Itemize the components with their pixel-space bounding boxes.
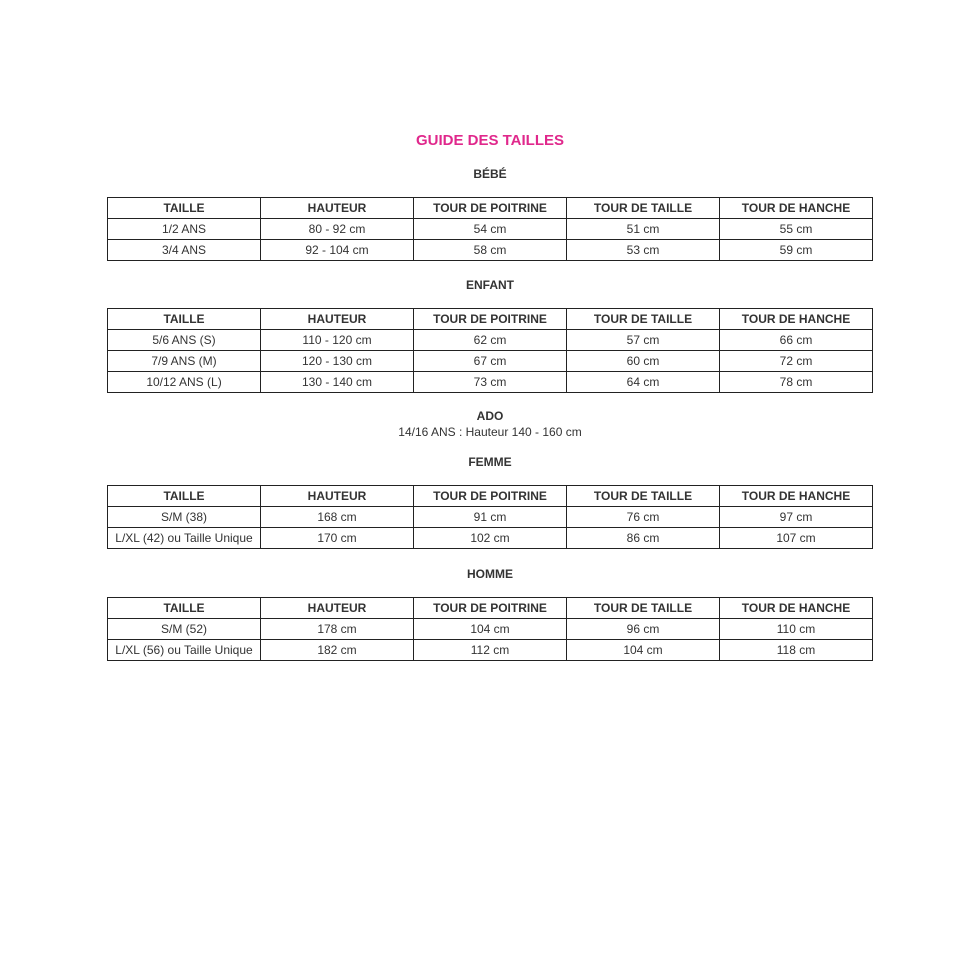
table-cell: 80 - 92 cm	[261, 219, 414, 240]
table-cell: 66 cm	[720, 330, 873, 351]
column-header: TOUR DE HANCHE	[720, 309, 873, 330]
column-header: TOUR DE TAILLE	[567, 598, 720, 619]
table-cell: 96 cm	[567, 619, 720, 640]
table-row	[108, 528, 873, 549]
table-header-row	[108, 486, 873, 507]
table-cell: 102 cm	[414, 528, 567, 549]
table-cell: 7/9 ANS (M)	[108, 351, 261, 372]
column-header: TAILLE	[108, 198, 261, 219]
table-cell: 5/6 ANS (S)	[108, 330, 261, 351]
table-row	[108, 372, 873, 393]
table-cell: 178 cm	[261, 619, 414, 640]
column-header: HAUTEUR	[261, 486, 414, 507]
table-cell: 118 cm	[720, 640, 873, 661]
column-header: TOUR DE POITRINE	[414, 198, 567, 219]
table-cell: 57 cm	[567, 330, 720, 351]
column-header: TAILLE	[108, 309, 261, 330]
table-cell: 64 cm	[567, 372, 720, 393]
table-cell: 53 cm	[567, 240, 720, 261]
table-cell: 73 cm	[414, 372, 567, 393]
section-title-enfant: ENFANT	[466, 278, 514, 292]
table-cell: 51 cm	[567, 219, 720, 240]
table-cell: 60 cm	[567, 351, 720, 372]
table-cell: 72 cm	[720, 351, 873, 372]
table-row	[108, 619, 873, 640]
table-row	[108, 240, 873, 261]
table-cell: 54 cm	[414, 219, 567, 240]
table-cell: 130 - 140 cm	[261, 372, 414, 393]
column-header: TOUR DE TAILLE	[567, 198, 720, 219]
column-header: HAUTEUR	[261, 598, 414, 619]
table-cell: 78 cm	[720, 372, 873, 393]
table-cell: 168 cm	[261, 507, 414, 528]
table-cell: 104 cm	[414, 619, 567, 640]
table-cell: 1/2 ANS	[108, 219, 261, 240]
table-cell: 110 cm	[720, 619, 873, 640]
section-title-bebe: BÉBÉ	[473, 167, 507, 181]
table-cell: 120 - 130 cm	[261, 351, 414, 372]
table-cell: 97 cm	[720, 507, 873, 528]
table-cell: L/XL (42) ou Taille Unique	[108, 528, 261, 549]
table-cell: 86 cm	[567, 528, 720, 549]
table-cell: 55 cm	[720, 219, 873, 240]
column-header: HAUTEUR	[261, 198, 414, 219]
size-table-femme	[107, 485, 873, 549]
column-header: TOUR DE POITRINE	[414, 309, 567, 330]
table-cell: 170 cm	[261, 528, 414, 549]
section-title-femme: FEMME	[468, 455, 512, 469]
table-header-row	[108, 598, 873, 619]
column-header: TOUR DE HANCHE	[720, 486, 873, 507]
table-cell: 110 - 120 cm	[261, 330, 414, 351]
table-cell: S/M (52)	[108, 619, 261, 640]
table-row	[108, 330, 873, 351]
table-cell: L/XL (56) ou Taille Unique	[108, 640, 261, 661]
table-row	[108, 219, 873, 240]
section-title-ado: ADO	[476, 409, 504, 423]
size-table-enfant	[107, 308, 873, 393]
column-header: TAILLE	[108, 598, 261, 619]
table-cell: 104 cm	[567, 640, 720, 661]
section-title-homme: HOMME	[467, 567, 513, 581]
table-cell: 10/12 ANS (L)	[108, 372, 261, 393]
table-cell: 62 cm	[414, 330, 567, 351]
column-header: TOUR DE POITRINE	[414, 598, 567, 619]
column-header: TOUR DE TAILLE	[567, 486, 720, 507]
table-cell: 67 cm	[414, 351, 567, 372]
column-header: HAUTEUR	[261, 309, 414, 330]
column-header: TAILLE	[108, 486, 261, 507]
column-header: TOUR DE HANCHE	[720, 198, 873, 219]
size-table-bebe	[107, 197, 873, 261]
table-header-row	[108, 309, 873, 330]
table-cell: S/M (38)	[108, 507, 261, 528]
table-cell: 3/4 ANS	[108, 240, 261, 261]
column-header: TOUR DE POITRINE	[414, 486, 567, 507]
ado-note: 14/16 ANS : Hauteur 140 - 160 cm	[398, 425, 582, 439]
table-row	[108, 507, 873, 528]
table-cell: 58 cm	[414, 240, 567, 261]
column-header: TOUR DE TAILLE	[567, 309, 720, 330]
column-header: TOUR DE HANCHE	[720, 598, 873, 619]
size-table-homme	[107, 597, 873, 661]
table-header-row	[108, 198, 873, 219]
table-row	[108, 351, 873, 372]
table-cell: 92 - 104 cm	[261, 240, 414, 261]
table-row	[108, 640, 873, 661]
table-cell: 59 cm	[720, 240, 873, 261]
table-cell: 91 cm	[414, 507, 567, 528]
page-title: GUIDE DES TAILLES	[415, 132, 565, 149]
table-cell: 107 cm	[720, 528, 873, 549]
table-cell: 182 cm	[261, 640, 414, 661]
table-cell: 112 cm	[414, 640, 567, 661]
table-cell: 76 cm	[567, 507, 720, 528]
